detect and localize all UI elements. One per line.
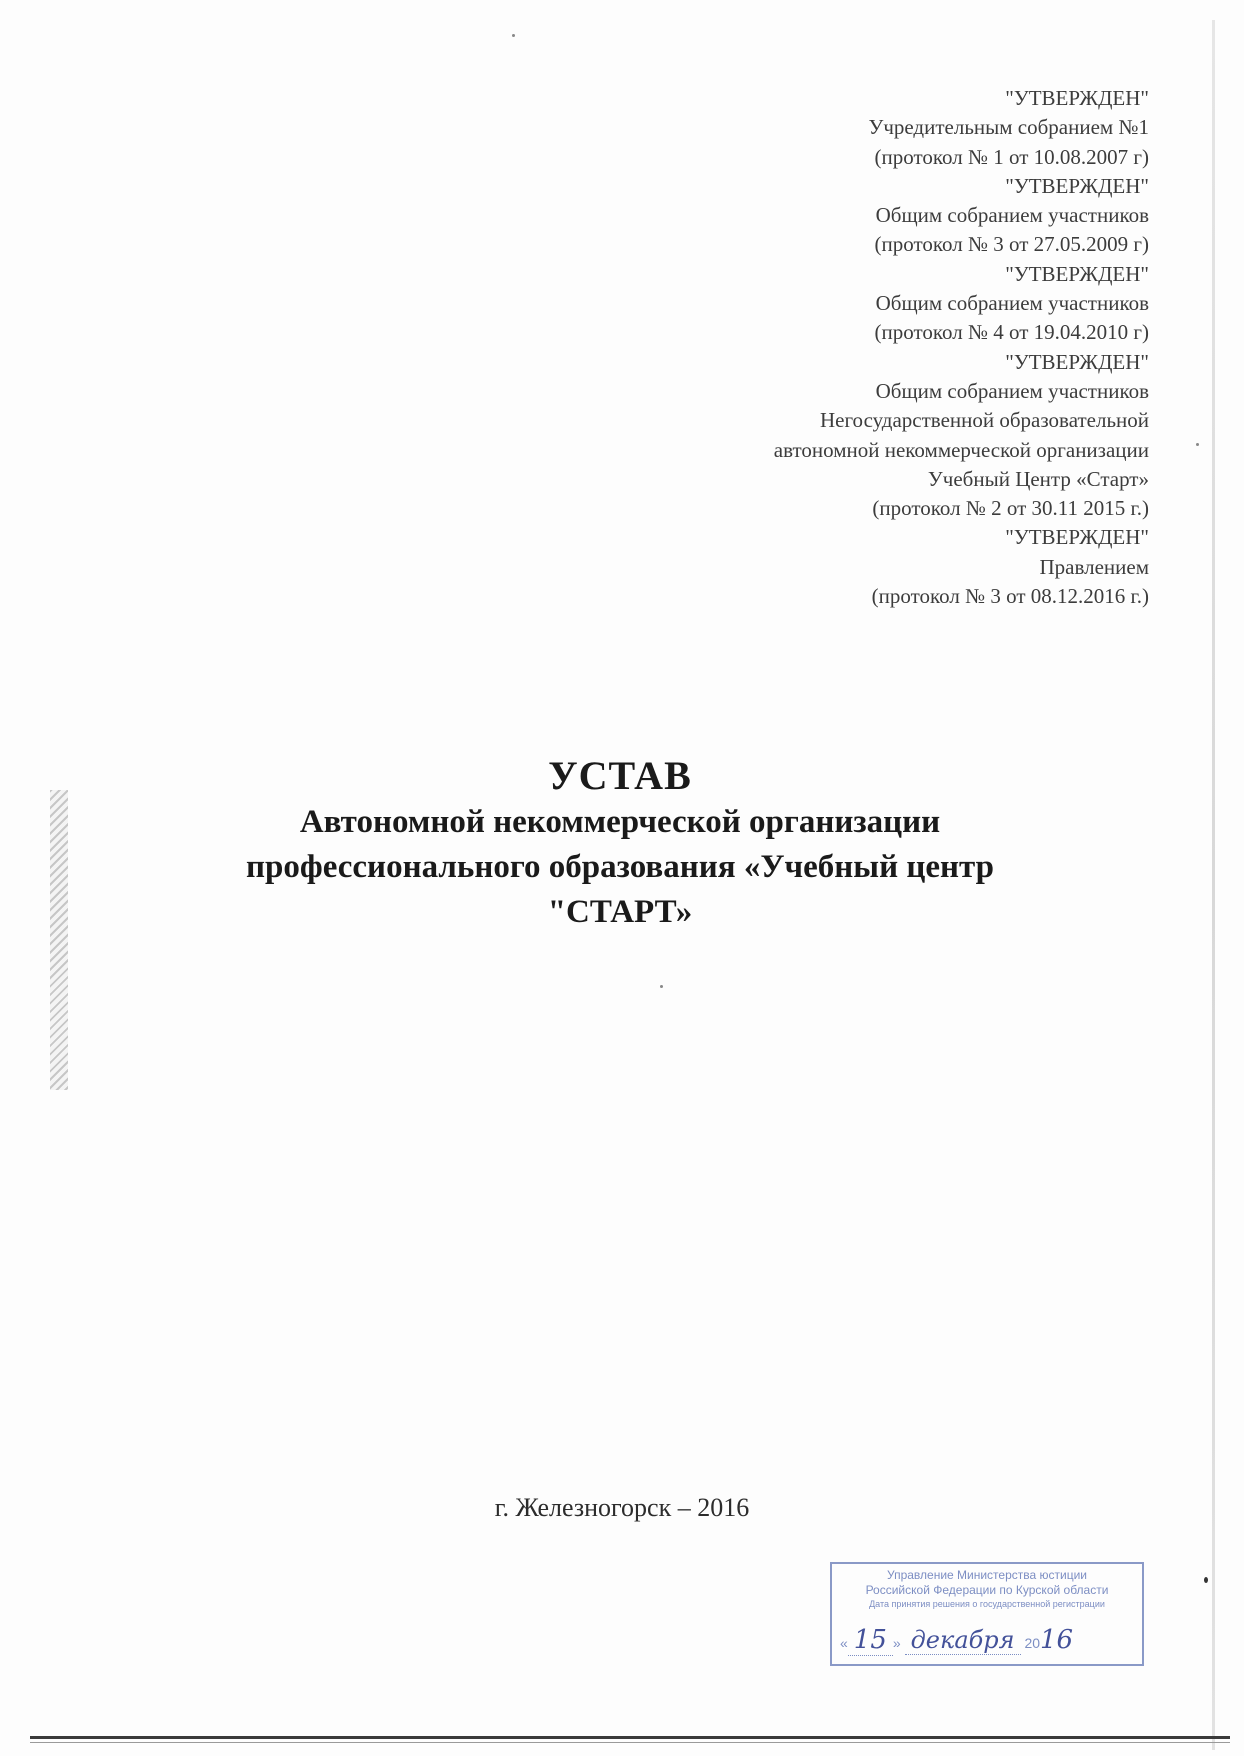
scan-speck [1196, 443, 1199, 446]
approval-line: Учредительным собранием №1 [868, 115, 1149, 140]
approval-line: "УТВЕРЖДЕН" [1005, 173, 1149, 198]
stamp-date: « 15 » декабря 2016 [840, 1625, 1074, 1655]
binding-stitch-mark [50, 790, 68, 1090]
stamp-date-year-prefix: 20 [1024, 1635, 1041, 1651]
approval-line: Общим собранием участников [875, 378, 1149, 403]
approval-line: (протокол № 3 от 27.05.2009 г) [874, 232, 1149, 257]
approval-line: Правлением [1039, 554, 1149, 579]
scan-speck [512, 34, 515, 37]
approval-block [589, 84, 1149, 611]
approval-line: "УТВЕРЖДЕН" [1005, 261, 1149, 286]
title-line: Автономной некоммерческой организации [299, 804, 941, 840]
registration-stamp [830, 1562, 1144, 1666]
stamp-date-year-suffix: 16 [1040, 1625, 1074, 1655]
approval-line: (протокол № 4 от 19.04.2010 г) [874, 320, 1149, 345]
scan-speck [1204, 1577, 1208, 1583]
stamp-line: Дата принятия решения о государственной регистрации [869, 1599, 1105, 1609]
stamp-line: Российской Федерации по Курской области [865, 1583, 1109, 1597]
approval-line: Общим собранием участников [875, 291, 1149, 316]
approval-line: автономной некоммерческой организации [773, 437, 1149, 462]
approval-line: Негосударственной образовательной [819, 408, 1149, 433]
scan-speck [660, 985, 663, 988]
stamp-line: Управление Министерства юстиции [886, 1568, 1087, 1582]
approval-line: "УТВЕРЖДЕН" [1005, 86, 1149, 110]
approval-line: (протокол № 3 от 08.12.2016 г.) [871, 584, 1149, 609]
approval-line: "УТВЕРЖДЕН" [1005, 525, 1149, 550]
approval-line: Учебный Центр «Старт» [927, 466, 1149, 491]
city-year: г. Железногорск – 2016 [494, 1493, 750, 1522]
stamp-date-month: декабря [910, 1626, 1015, 1654]
stamp-date-day: 15 [853, 1625, 887, 1655]
scan-bottom-edge-shadow [30, 1742, 1230, 1743]
title-line: профессионального образования «Учебный центр [246, 849, 994, 885]
title-line: "СТАРТ» [547, 894, 693, 930]
approval-line: "УТВЕРЖДЕН" [1005, 349, 1149, 374]
approval-line: (протокол № 2 от 30.11 2015 г.) [872, 496, 1149, 521]
document-title [120, 752, 1120, 935]
title-main: УСТАВ [548, 753, 692, 798]
approval-line: Общим собранием участников [875, 203, 1149, 228]
scan-bottom-edge [30, 1736, 1230, 1739]
scan-edge [1212, 20, 1215, 1750]
approval-line: (протокол № 1 от 10.08.2007 г) [874, 144, 1149, 169]
